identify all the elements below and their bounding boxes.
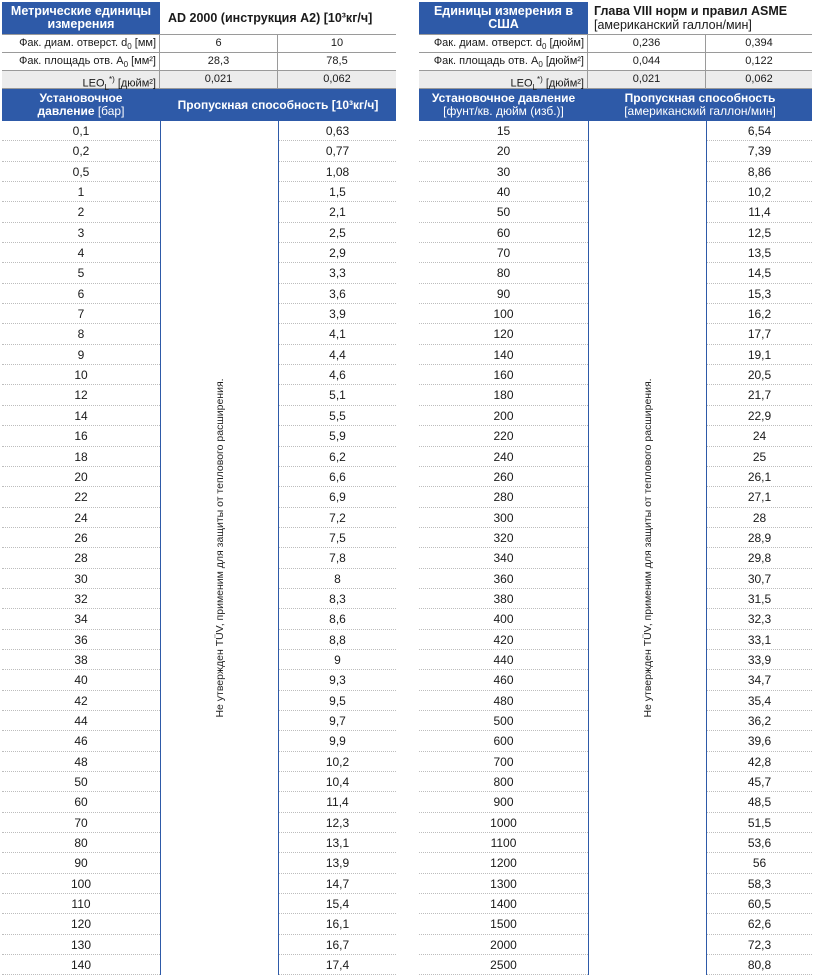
capacity-cell: 1,5 [279, 182, 396, 202]
pressure-cell: 0,1 [2, 121, 160, 141]
pressure-cell: 300 [419, 508, 588, 528]
pressure-cell: 440 [419, 650, 588, 670]
pressure-header-label: Установочное [39, 91, 123, 105]
capacity-cell: 10,2 [279, 752, 396, 772]
spec-label-text: Фак. площадь отв. A [433, 55, 539, 67]
capacity-cell: 6,2 [279, 447, 396, 467]
capacity-cell: 2,9 [279, 243, 396, 263]
capacity-cell: 26,1 [707, 467, 812, 487]
pressure-cell: 340 [419, 548, 588, 568]
pressure-cell: 24 [2, 508, 160, 528]
pressure-cell: 0,5 [2, 162, 160, 182]
pressure-cell: 500 [419, 711, 588, 731]
pressure-cell: 80 [419, 263, 588, 283]
pressure-cell: 460 [419, 670, 588, 690]
spec-value-large: 10 [330, 37, 344, 49]
pressure-cell: 180 [419, 385, 588, 405]
pressure-cell: 40 [419, 182, 588, 202]
spec-label-superscript: *) [537, 75, 543, 84]
pressure-cell: 120 [419, 324, 588, 344]
pressure-cell: 10 [2, 365, 160, 385]
capacity-cell: 80,8 [707, 955, 812, 975]
table-title-row [2, 2, 396, 34]
capacity-cell: 9,9 [279, 731, 396, 751]
capacity-cell: 0,77 [279, 141, 396, 161]
capacity-cell: 33,9 [707, 650, 812, 670]
capacity-column [279, 121, 396, 975]
capacity-cell: 3,3 [279, 263, 396, 283]
capacity-cell: 21,7 [707, 385, 812, 405]
capacity-cell: 60,5 [707, 894, 812, 914]
capacity-cell: 22,9 [707, 406, 812, 426]
spec-value-large: 0,062 [745, 73, 773, 85]
spec-label-subscript: 0 [123, 60, 129, 70]
capacity-cell: 16,1 [279, 914, 396, 934]
capacity-cell: 13,9 [279, 853, 396, 873]
pressure-cell: 20 [419, 141, 588, 161]
pressure-cell: 2000 [419, 935, 588, 955]
pressure-cell: 30 [2, 569, 160, 589]
pressure-cell: 38 [2, 650, 160, 670]
capacity-cell: 58,3 [707, 874, 812, 894]
capacity-cell: 27,1 [707, 487, 812, 507]
pressure-cell: 42 [2, 691, 160, 711]
spec-value-large: 0,062 [323, 73, 351, 85]
capacity-cell: 13,1 [279, 833, 396, 853]
pressure-cell: 32 [2, 589, 160, 609]
pressure-header-unit: [бар] [97, 104, 125, 118]
pressure-cell: 360 [419, 569, 588, 589]
spec-label-unit: [дюйм] [546, 37, 584, 49]
capacity-cell: 4,1 [279, 324, 396, 344]
spec-row [2, 34, 396, 52]
pressure-cell: 50 [2, 772, 160, 792]
spec-label-unit: [дюйм²] [114, 77, 156, 90]
spec-label-unit: [дюйм²] [542, 55, 584, 67]
pressure-cell: 34 [2, 609, 160, 629]
pressure-cell: 90 [2, 853, 160, 873]
capacity-cell: 5,5 [279, 406, 396, 426]
capacity-cell: 9,3 [279, 670, 396, 690]
pressure-cell: 44 [2, 711, 160, 731]
spec-label-subscript: 0 [538, 60, 543, 70]
capacity-cell: 39,6 [707, 731, 812, 751]
capacity-header-label: Пропускная способность [10³кг/ч] [177, 97, 379, 112]
pressure-cell: 1300 [419, 874, 588, 894]
pressure-cell: 900 [419, 792, 588, 812]
pressure-cell: 70 [2, 813, 160, 833]
pressure-cell: 9 [2, 345, 160, 365]
capacity-cell: 17,7 [707, 324, 812, 344]
pressure-cell: 60 [419, 223, 588, 243]
pressure-cell: 120 [2, 914, 160, 934]
capacity-cell: 8,86 [707, 162, 812, 182]
pressure-cell: 20 [2, 467, 160, 487]
capacity-cell: 9,7 [279, 711, 396, 731]
capacity-cell: 0,63 [279, 121, 396, 141]
capacity-cell: 11,4 [707, 202, 812, 222]
pressure-cell: 60 [2, 792, 160, 812]
capacity-cell: 53,6 [707, 833, 812, 853]
pressure-header-unit: [фунт/кв. дюйм (изб.)] [443, 104, 564, 118]
pressure-column [419, 121, 589, 975]
capacity-cell: 6,6 [279, 467, 396, 487]
spec-row [2, 52, 396, 70]
spec-label-unit: [мм²] [128, 55, 156, 67]
spec-label [2, 71, 160, 92]
column-header-row [419, 89, 812, 121]
spec-value-large: 0,394 [745, 37, 773, 49]
capacity-cell: 28,9 [707, 528, 812, 548]
table-title-row [419, 2, 812, 34]
not-approved-column [589, 121, 707, 975]
spec-label-subscript: 0 [542, 42, 547, 52]
pressure-cell: 15 [419, 121, 588, 141]
spec-value-small: 0,021 [160, 71, 278, 88]
pressure-cell: 200 [419, 406, 588, 426]
capacity-cell: 8,6 [279, 609, 396, 629]
capacity-cell: 1,08 [279, 162, 396, 182]
not-approved-column [161, 121, 279, 975]
capacity-cell: 8,8 [279, 630, 396, 650]
capacity-cell: 9 [279, 650, 396, 670]
spec-label-text: LEO [82, 77, 105, 90]
spec-label-text: LEO [510, 77, 533, 90]
capacity-cell: 2,1 [279, 202, 396, 222]
capacity-header-label: Пропускная способность [624, 91, 776, 105]
capacity-header [588, 89, 812, 121]
spec-label-unit: [мм] [131, 37, 156, 49]
pressure-cell: 160 [419, 365, 588, 385]
pressure-cell: 46 [2, 731, 160, 751]
pressure-cell: 220 [419, 426, 588, 446]
pressure-header [2, 89, 160, 121]
capacity-cell: 42,8 [707, 752, 812, 772]
spec-label-subscript: 0 [127, 42, 132, 52]
spec-label-text: Фак. диам. отверст. d [19, 37, 128, 49]
pressure-cell: 50 [419, 202, 588, 222]
capacity-cell: 6,9 [279, 487, 396, 507]
capacity-cell: 35,4 [707, 691, 812, 711]
spec-label-superscript: *) [109, 75, 115, 84]
pressure-cell: 3 [2, 223, 160, 243]
capacity-cell: 8,3 [279, 589, 396, 609]
pressure-cell: 100 [419, 304, 588, 324]
capacity-cell: 7,5 [279, 528, 396, 548]
capacity-cell: 11,4 [279, 792, 396, 812]
spec-label [419, 35, 588, 52]
capacity-cell: 28 [707, 508, 812, 528]
spec-value-small: 6 [160, 35, 278, 52]
standard-title [588, 2, 812, 34]
pressure-cell: 140 [419, 345, 588, 365]
spec-row [419, 52, 812, 70]
capacity-cell: 45,7 [707, 772, 812, 792]
capacity-cell: 7,8 [279, 548, 396, 568]
spec-value-small: 0,044 [588, 53, 706, 70]
capacity-cell: 6,54 [707, 121, 812, 141]
spec-value-small: 0,236 [588, 35, 706, 52]
pressure-cell: 1200 [419, 853, 588, 873]
pressure-cell: 140 [2, 955, 160, 975]
capacity-cell: 30,7 [707, 569, 812, 589]
capacity-cell: 14,7 [279, 874, 396, 894]
capacity-cell: 17,4 [279, 955, 396, 975]
pressure-cell: 8 [2, 324, 160, 344]
pressure-cell: 1500 [419, 914, 588, 934]
capacity-cell: 10,2 [707, 182, 812, 202]
spec-label [419, 71, 588, 92]
standard-title: AD 2000 (инструкция A2) [10³кг/ч] [168, 11, 373, 25]
pressure-header-label: Установочное давление [431, 91, 576, 105]
pressure-cell: 100 [2, 874, 160, 894]
pressure-cell: 70 [419, 243, 588, 263]
pressure-cell: 0,2 [2, 141, 160, 161]
capacity-cell: 12,3 [279, 813, 396, 833]
spec-label [2, 53, 160, 70]
pressure-header-line2 [2, 105, 160, 118]
capacity-header-unit: [американский галлон/мин] [624, 104, 776, 118]
pressure-cell: 420 [419, 630, 588, 650]
pressure-cell: 28 [2, 548, 160, 568]
capacity-cell: 72,3 [707, 935, 812, 955]
units-title: Метрические единицы измерения [2, 2, 160, 34]
capacity-cell: 32,3 [707, 609, 812, 629]
units-title: Единицы измерения в США [419, 2, 588, 34]
pressure-cell: 480 [419, 691, 588, 711]
capacity-cell: 31,5 [707, 589, 812, 609]
spec-value-large: 0,122 [745, 55, 773, 67]
spec-row [2, 70, 396, 92]
pressure-column [2, 121, 161, 975]
pressure-cell: 40 [2, 670, 160, 690]
pressure-cell: 110 [2, 894, 160, 914]
capacity-cell: 5,9 [279, 426, 396, 446]
pressure-cell: 400 [419, 609, 588, 629]
capacity-cell: 9,5 [279, 691, 396, 711]
not-approved-note: Не утвержден TÜV, применим для защиты от теплового расширения. [213, 378, 226, 718]
capacity-cell: 16,7 [279, 935, 396, 955]
capacity-header [160, 89, 396, 121]
spec-label-subscript: L [532, 82, 537, 92]
capacity-cell: 48,5 [707, 792, 812, 812]
capacity-cell: 8 [279, 569, 396, 589]
pressure-cell: 22 [2, 487, 160, 507]
capacity-cell: 4,4 [279, 345, 396, 365]
capacity-cell: 3,6 [279, 284, 396, 304]
capacity-cell: 56 [707, 853, 812, 873]
spec-label-text: Фак. площадь отв. A [18, 55, 124, 67]
pressure-cell: 800 [419, 772, 588, 792]
pressure-cell: 6 [2, 284, 160, 304]
pressure-cell: 320 [419, 528, 588, 548]
pressure-cell: 7 [2, 304, 160, 324]
pressure-cell: 80 [2, 833, 160, 853]
capacity-cell: 7,39 [707, 141, 812, 161]
us-capacity-table [419, 2, 812, 975]
pressure-cell: 2500 [419, 955, 588, 975]
table-body [419, 121, 812, 975]
spec-value-large: 78,5 [326, 55, 348, 67]
pressure-cell: 14 [2, 406, 160, 426]
pressure-cell: 260 [419, 467, 588, 487]
spec-label-unit: [дюйм²] [542, 77, 584, 90]
spec-label-subscript: L [104, 82, 109, 92]
capacity-cell: 13,5 [707, 243, 812, 263]
metric-capacity-table [2, 2, 396, 975]
spec-row [419, 70, 812, 92]
spec-label-text: Фак. диам. отверст. d [433, 37, 542, 49]
capacity-cell: 15,4 [279, 894, 396, 914]
pressure-cell: 600 [419, 731, 588, 751]
capacity-cell: 19,1 [707, 345, 812, 365]
pressure-header [419, 89, 588, 121]
capacity-cell: 5,1 [279, 385, 396, 405]
pressure-cell: 1000 [419, 813, 588, 833]
capacity-cell: 36,2 [707, 711, 812, 731]
capacity-cell: 24 [707, 426, 812, 446]
pressure-header-label-line2: давление [37, 104, 98, 118]
capacity-cell: 3,9 [279, 304, 396, 324]
capacity-cell: 16,2 [707, 304, 812, 324]
not-approved-note: Не утвержден TÜV, применим для защиты от теплового расширения. [641, 378, 654, 718]
pressure-cell: 5 [2, 263, 160, 283]
spec-row [419, 34, 812, 52]
table-body [2, 121, 396, 975]
pressure-cell: 700 [419, 752, 588, 772]
capacity-cell: 4,6 [279, 365, 396, 385]
pressure-cell: 16 [2, 426, 160, 446]
capacity-cell: 15,3 [707, 284, 812, 304]
capacity-cell: 14,5 [707, 263, 812, 283]
pressure-cell: 380 [419, 589, 588, 609]
spec-label [419, 53, 588, 70]
spec-label [2, 35, 160, 52]
pressure-cell: 1400 [419, 894, 588, 914]
capacity-cell: 20,5 [707, 365, 812, 385]
capacity-cell: 51,5 [707, 813, 812, 833]
pressure-cell: 48 [2, 752, 160, 772]
capacity-cell: 62,6 [707, 914, 812, 934]
capacity-cell: 12,5 [707, 223, 812, 243]
column-header-row [2, 89, 396, 121]
pressure-cell: 18 [2, 447, 160, 467]
pressure-cell: 36 [2, 630, 160, 650]
standard-title-label: Глава VIII норм и правил ASME [594, 4, 788, 18]
pressure-cell: 26 [2, 528, 160, 548]
pressure-cell: 30 [419, 162, 588, 182]
standard-title-unit: [американский галлон/мин] [594, 18, 752, 32]
pressure-cell: 4 [2, 243, 160, 263]
capacity-cell: 34,7 [707, 670, 812, 690]
spec-value-small: 28,3 [160, 53, 278, 70]
pressure-cell: 12 [2, 385, 160, 405]
pressure-cell: 280 [419, 487, 588, 507]
capacity-cell: 10,4 [279, 772, 396, 792]
pressure-cell: 2 [2, 202, 160, 222]
capacity-cell: 29,8 [707, 548, 812, 568]
pressure-cell: 1 [2, 182, 160, 202]
capacity-column [707, 121, 812, 975]
capacity-cell: 7,2 [279, 508, 396, 528]
pressure-cell: 90 [419, 284, 588, 304]
pressure-cell: 1100 [419, 833, 588, 853]
pressure-cell: 240 [419, 447, 588, 467]
capacity-cell: 25 [707, 447, 812, 467]
pressure-cell: 130 [2, 935, 160, 955]
capacity-cell: 33,1 [707, 630, 812, 650]
spec-value-small: 0,021 [588, 71, 706, 88]
capacity-cell: 2,5 [279, 223, 396, 243]
